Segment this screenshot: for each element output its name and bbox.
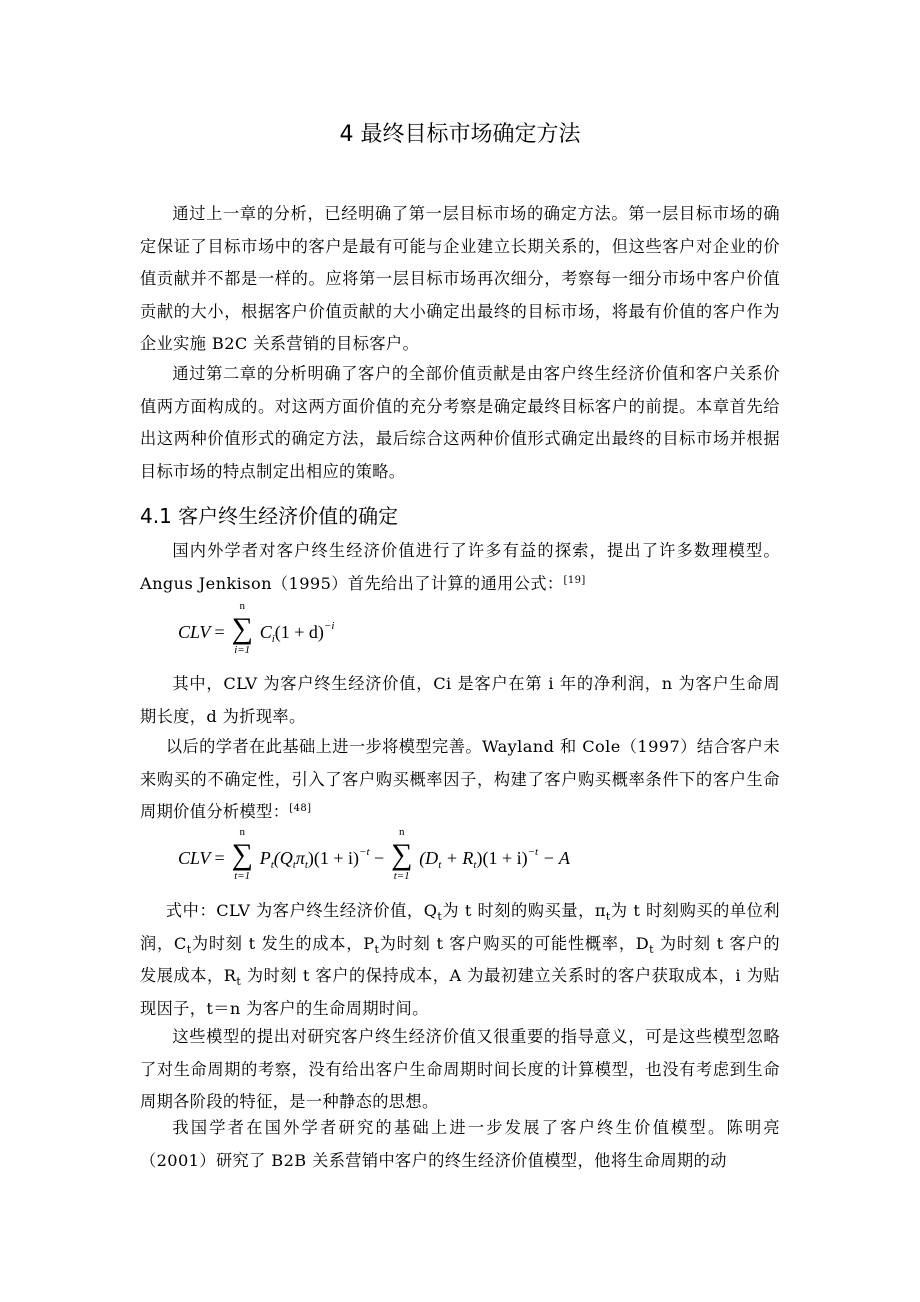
- sigma-icon: ∑: [231, 612, 253, 645]
- formula2-sum1-lower: t=1: [234, 870, 251, 882]
- formula1-sum-lower: i=1: [234, 644, 251, 656]
- formula2-summation-2: [389, 826, 415, 882]
- formula-clv-probability: [178, 826, 570, 882]
- p4-sub-c: t: [186, 942, 192, 956]
- formula2-d-close: )(1 + i): [476, 848, 528, 868]
- formula2-q-close: )(1 + i): [307, 848, 360, 868]
- formula2-summation-1: [229, 826, 255, 882]
- formula1-sum-upper: n: [239, 600, 245, 612]
- formula2-pi-sub: t: [304, 859, 308, 871]
- formula-clv-basic: [178, 600, 335, 656]
- p4-sub-d: t: [649, 942, 654, 956]
- formula1-term-paren: (1 + d): [274, 622, 324, 642]
- p4-sub-pi: t: [605, 910, 611, 924]
- formula2-lhs: CLV: [178, 848, 211, 868]
- p4-seg-g: 为时刻 t 客户的保持成本，A 为最初建立关系时的客户获取成本，i 为贴现因子，t＝n 为客户的生命周期时间。: [140, 966, 780, 1018]
- section-paragraph-1-text: 国内外学者对客户终生经济价值进行了许多有益的探索，提出了许多数理模型。Angus Jenkison（1995）首先给出了计算的通用公式：: [140, 541, 780, 593]
- p4-seg-a: 式中：CLV 为客户终生经济价值，Q: [165, 901, 438, 920]
- formula1-equals: =: [214, 622, 225, 642]
- section-heading-4-1: 4.1 客户终生经济价值的确定: [140, 504, 399, 528]
- formula2-q-sub: t: [292, 859, 296, 871]
- formula2-d-sub: t: [438, 859, 442, 871]
- formula2-sum2-upper: n: [398, 826, 405, 838]
- section-paragraph-4: [140, 895, 780, 1025]
- sigma-icon: ∑: [390, 838, 413, 871]
- p4-sub-p: t: [374, 942, 380, 956]
- p4-sub-r: t: [236, 975, 242, 989]
- citation-ref-19: [19]: [563, 574, 586, 586]
- p4-sub-q: t: [437, 910, 443, 924]
- formula2-minus: −: [374, 848, 385, 868]
- formula1-term-c: C: [259, 622, 272, 642]
- formula2-sum2-lower: t=1: [393, 870, 410, 882]
- section-paragraph-5: 这些模型的提出对研究客户终生经济价值又很重要的指导意义，可是这些模型忽略了对生命周期的考察，没有给出客户生命周期时间长度的计算模型，也没有考虑到生命周期各阶段的特征，是一种静态的思想。: [140, 1027, 780, 1111]
- formula2-pi: π: [295, 848, 305, 868]
- formula2-tail: − A: [542, 848, 570, 868]
- formula2-r-sub: t: [473, 859, 477, 871]
- section-paragraph-3-text: 以后的学者在此基础上进一步将模型完善。Wayland 和 Cole（1997）结合客户未来购买的不确定性，引入了客户购买概率因子，构建了客户购买概率条件下的客户生命周期价值分析模型：: [140, 737, 780, 821]
- formula2-d-open: (D: [419, 848, 439, 868]
- p4-seg-f: 为时刻 t 客户的发展成本，R: [140, 933, 780, 985]
- formula1-term-exp: −i: [323, 620, 335, 632]
- p4-seg-b: 为 t 时刻的购买量，π: [442, 901, 606, 920]
- p4-seg-c: 为 t 时刻购买的单位利润，C: [140, 901, 780, 953]
- formula2-q-open: (Q: [273, 848, 293, 868]
- p4-seg-d: 为时刻 t 发生的成本，P: [191, 933, 375, 953]
- formula2-exp-1: −t: [359, 846, 370, 858]
- section-paragraph-3: [140, 731, 780, 829]
- formula2-exp-2: −t: [527, 846, 539, 858]
- intro-paragraph-1: 通过上一章的分析，已经明确了第一层目标市场的确定方法。第一层目标市场的确定保证了目标市场中的客户是最有可能与企业建立长期关系的，但这些客户对企业的价值贡献并不都是一样的。应将第一层目标市场再次细分，考察每一细分市场中客户价值贡献的大小，根据客户价值贡献的大小确定出最终的目标市场，将最有价值的客户作为企业实施 B2C 关系营销的目标客户。: [140, 204, 780, 353]
- formula2-equals: =: [214, 848, 225, 868]
- formula2-p: P: [259, 848, 271, 868]
- formula1-summation: [229, 600, 255, 656]
- formula2-plus-r: + R: [441, 848, 474, 868]
- section-paragraph-1: [140, 535, 780, 600]
- chapter-title: 4 最终目标市场确定方法: [339, 122, 581, 147]
- formula2-sum1-upper: n: [239, 826, 245, 838]
- p4-seg-e: 为时刻 t 客户购买的可能性概率，D: [379, 933, 650, 953]
- formula1-term-c-sub: i: [271, 633, 275, 645]
- section-paragraph-6: 我国学者在国外学者研究的基础上进一步发展了客户终生价值模型。陈明亮（2001）研究了 B2B 关系营销中客户的终生经济价值模型，他将生命周期的动: [140, 1118, 780, 1170]
- formula2-p-sub: t: [270, 859, 274, 871]
- sigma-icon: ∑: [231, 838, 253, 871]
- formula1-lhs: CLV: [178, 622, 211, 642]
- citation-ref-48: [48]: [289, 803, 312, 814]
- intro-paragraph-2: 通过第二章的分析明确了客户的全部价值贡献是由客户终生经济价值和客户关系价值两方面构成的。对这两方面价值的充分考察是确定最终目标客户的前提。本章首先给出这两种价值形式的确定方法，最后综合这两种价值形式确定出最终的目标市场并根据目标市场的特点制定出相应的策略。: [140, 364, 780, 481]
- section-paragraph-2: 其中，CLV 为客户终生经济价值，Ci 是客户在第 i 年的净利润，n 为客户生命周期长度，d 为折现率。: [140, 674, 780, 726]
